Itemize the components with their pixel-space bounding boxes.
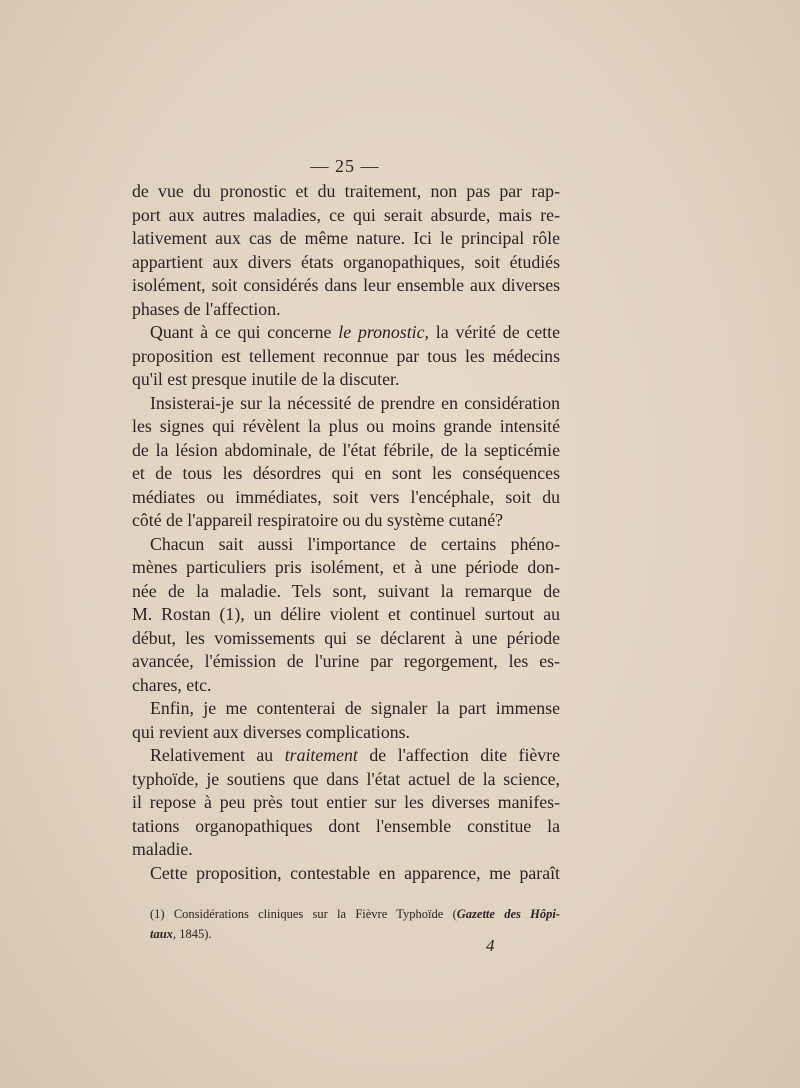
text-line: M. Rostan (1), un délire violent et continuel surtout au [132, 604, 560, 624]
text-line: qui revient aux diverses complications. [132, 721, 411, 742]
text-segment: Relativement au [150, 745, 285, 765]
text-segment: la vérité de cette [428, 322, 560, 342]
footnote-text: (1) Considérations cliniques sur la Fièvre Typhoïde ( [150, 907, 457, 921]
body-text [132, 180, 560, 885]
text-line: tations organopathiques dont l'ensemble constitue la [132, 815, 560, 836]
text-line: les signes qui révèlent la plus ou moins grande intensité [132, 416, 560, 436]
text-line: mènes particuliers pris isolément, et à une période don- [132, 557, 560, 577]
italic-term: le pronostic, [338, 322, 429, 342]
text-line: port aux autres maladies, ce qui serait absurde, mais re- [132, 204, 560, 225]
footnote-line [150, 924, 560, 944]
text-line: chares, etc. [132, 674, 212, 695]
text-line: proposition est tellement reconnue par tous les médecins [132, 345, 560, 366]
text-line [132, 321, 560, 345]
text-line: née de la maladie. Tels sont, suivant la remarque de [132, 580, 560, 601]
text-segment: de l'affection dite fièvre [357, 745, 560, 765]
text-line: Cette proposition, contestable en apparence, me paraît [150, 862, 560, 883]
footnote-source-italic: Gazette des Hôpi- [456, 907, 560, 921]
text-line: lativement aux cas de même nature. Ici le principal rôle [132, 228, 560, 248]
text-line: avancée, l'émission de l'urine par regorgement, les es- [132, 651, 560, 671]
footnote-text: , 1845). [172, 927, 212, 941]
text-line: Chacun sait aussi l'importance de certains phéno- [150, 533, 560, 554]
text-line: isolément, soit considérés dans leur ensemble aux diverses [132, 275, 560, 295]
text-line: Insisterai-je sur la nécessité de prendre en considération [150, 392, 560, 413]
footnote [150, 904, 560, 944]
text-line: typhoïde, je soutiens que dans l'état actuel de la science, [132, 768, 560, 789]
text-line: côté de l'appareil respiratoire ou du système cutané? [132, 510, 504, 530]
italic-term: traitement [284, 745, 358, 765]
text-line: maladie. [132, 839, 193, 859]
text-line: début, les vomissements qui se déclarent à une période [132, 627, 560, 648]
text-line: de vue du pronostic et du traitement, non pas par rap- [132, 181, 560, 201]
footnote-line [150, 904, 560, 924]
text-line: de la lésion abdominale, de l'état fébrile, de la septicémie [132, 439, 560, 460]
text-line: Enfin, je me contenterai de signaler la part immense [150, 698, 560, 718]
text-line: qu'il est presque inutile de la discuter. [132, 369, 400, 389]
signature-mark: 4 [486, 936, 495, 955]
text-line: phases de l'affection. [132, 298, 281, 319]
text-line: appartient aux divers états organopathiques, soit étudiés [132, 251, 560, 272]
footnote-source-italic: taux [150, 927, 173, 941]
text-line: médiates ou immédiates, soit vers l'encéphale, soit du [132, 486, 560, 507]
text-line: et de tous les désordres qui en sont les conséquences [132, 463, 560, 483]
text-line: il repose à peu près tout entier sur les diverses manifes- [132, 792, 560, 812]
text-segment: Quant à ce qui concerne [150, 322, 339, 342]
text-line [132, 744, 560, 768]
page-number: — 25 — [310, 156, 380, 176]
